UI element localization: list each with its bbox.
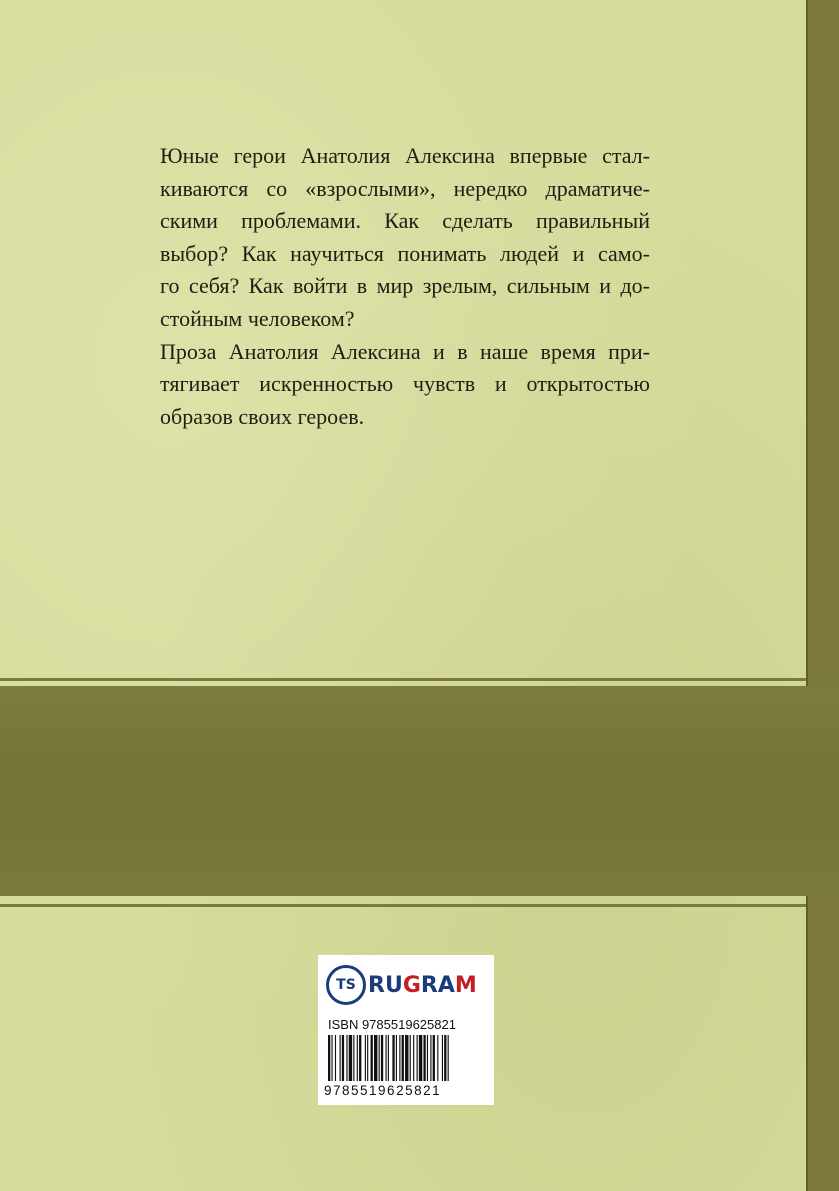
publisher-logo [326, 963, 486, 1007]
blurb-line: скими проблемами. Как сделать правильный [160, 208, 650, 234]
blurb-line: тягивает искренностью чувств и открытостью [160, 371, 650, 397]
blurb-line: го себя? Как войти в мир зрелым, сильным и до- [160, 273, 650, 299]
band-top-rule [0, 678, 806, 681]
logo-text-ru: RU [368, 972, 403, 998]
blurb-line: Проза Анатолия Алексина и в наше время при- [160, 338, 650, 364]
blurb-paragraph-2 [160, 336, 650, 434]
isbn-label: ISBN 9785519625821 [328, 1017, 456, 1032]
cover-blurb [160, 140, 650, 433]
blurb-line: киваются со «взрослыми», нередко драматиче- [160, 175, 650, 201]
publisher-logo-text [368, 973, 477, 998]
spine-edge [806, 0, 839, 1191]
logo-text-g: G [402, 972, 421, 998]
logo-text-ra: RA [420, 972, 455, 998]
blurb-paragraph-1 [160, 140, 650, 336]
blurb-line: выбор? Как научиться понимать людей и само- [160, 240, 650, 266]
publisher-logo-mark: TS [326, 965, 366, 1005]
blurb-line: образов своих героев. [160, 403, 365, 429]
barcode-icon [328, 1035, 484, 1081]
decorative-band [0, 686, 839, 896]
isbn-digits: 9785519625821 [324, 1083, 442, 1098]
blurb-line: стойным человеком? [160, 305, 355, 331]
isbn-barcode-box [318, 955, 494, 1105]
band-bottom-rule [0, 904, 806, 907]
blurb-line: Юные герои Анатолия Алексина впервые стал- [160, 143, 650, 168]
logo-text-m: M [454, 972, 477, 998]
